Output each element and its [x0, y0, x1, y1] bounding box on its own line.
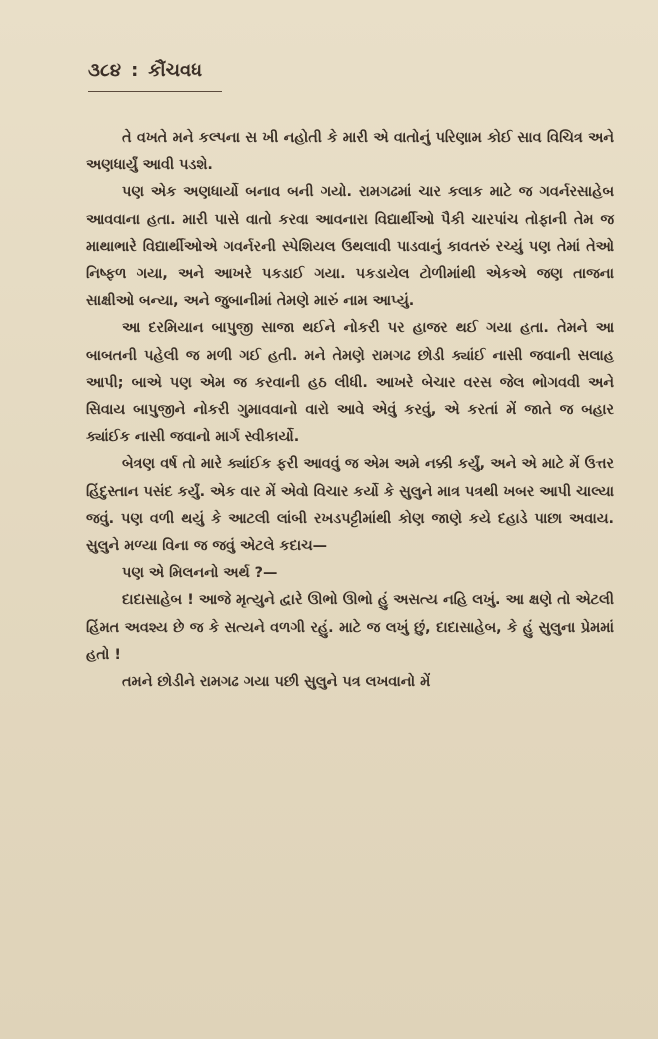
paragraph: બેત્રણ વર્ષ તો મારે ક્યાંઈક ફરી આવવું જ એમ અમે નક્કી કર્યું, અને એ માટે મેં ઉત્તર હિંદુસ્તાન પસંદ કર્યું. એક વાર મેં એવો વિચાર કર્યો કે સુલુને માત્ર પત્રથી ખબર આપી ચાલ્યા જવું. પણ વળી થયું કે આટલી લાંબી રખડપટ્ટીમાંથી કોણ જાણે કયે દહાડે પાછા અવાય. સુલુને મળ્યા વિના જ જવું એટલે કદાચ— [86, 456, 614, 555]
paragraph: પણ એક અણધાર્યો બનાવ બની ગયો. રામગઢમાં ચાર કલાક માટે જ ગવર્નરસાહેબ આવવાના હતા. મારી પાસે વાતો કરવા આવનારા વિદ્યાર્થીઓ પૈકી ચારપાંચ તોફાની તેમ જ માથાભારે વિદ્યાર્થીઓએ ગવર્નરની સ્પેશિયલ ઉથલાવી પાડવાનું કાવતરું રચ્યું પણ તેમાં તેઓ નિષ્ફળ ગયા, અને આખરે પકડાઈ ગયા. પકડાયેલ ટોળીમાંથી એકએ જણ તાજના સાક્ષીઓ બન્યા, અને જુબાનીમાં તેમણે મારું નામ આપ્યું. [86, 184, 614, 310]
page-header [88, 60, 202, 81]
paragraph: તમને છોડીને રામગઢ ગયા પછી સુલુને પત્ર લખવાનો મેં [122, 674, 431, 691]
header-rule [88, 91, 222, 92]
paragraph: આ દરમિયાન બાપુજી સાજા થઈને નોકરી પર હાજર થઈ ગયા હતા. તેમને આ બાબતની પહેલી જ મળી ગઈ હતી. મને તેમણે રામગઢ છોડી ક્યાંઈ નાસી જવાની સલાહ આપી; બાએ પણ એમ જ કરવાની હઠ લીધી. આખરે બેચાર વરસ જેલ ભોગવવી અને સિવાય બાપુજીને નોકરી ગુમાવવાનો વારો આવે એવું કરવું, એ કરતાં મેં જાતે જ બહાર ક્યાંઈક નાસી જવાનો માર્ગ સ્વીકાર્યો. [86, 320, 614, 446]
book-title: કૌંચવધ [148, 60, 203, 81]
paragraph: દાદાસાહેબ ! આજે મૃત્યુને દ્વારે ઊભો ઊભો હું અસત્ય નહિ લખું. આ ક્ષણે તો એટલી હિંમત અવશ્ય છે જ કે સત્યને વળગી રહું. માટે જ લખું છું, દાદાસાહેબ, કે હું સુલુના પ્રેમમાં હતો ! [86, 592, 614, 663]
paragraph: તે વખતે મને કલ્પના સ ખી નહોતી કે મારી એ વાતોનું પરિણામ કોઈ સાવ વિચિત્ર અને અણધાર્યું આવી પડશે. [86, 130, 614, 174]
body-text [86, 125, 614, 696]
header-separator: : [131, 60, 139, 81]
page-number: ૩૮૪ [88, 60, 122, 81]
paragraph: પણ એ મિલનનો અર્થ ?— [122, 565, 278, 582]
